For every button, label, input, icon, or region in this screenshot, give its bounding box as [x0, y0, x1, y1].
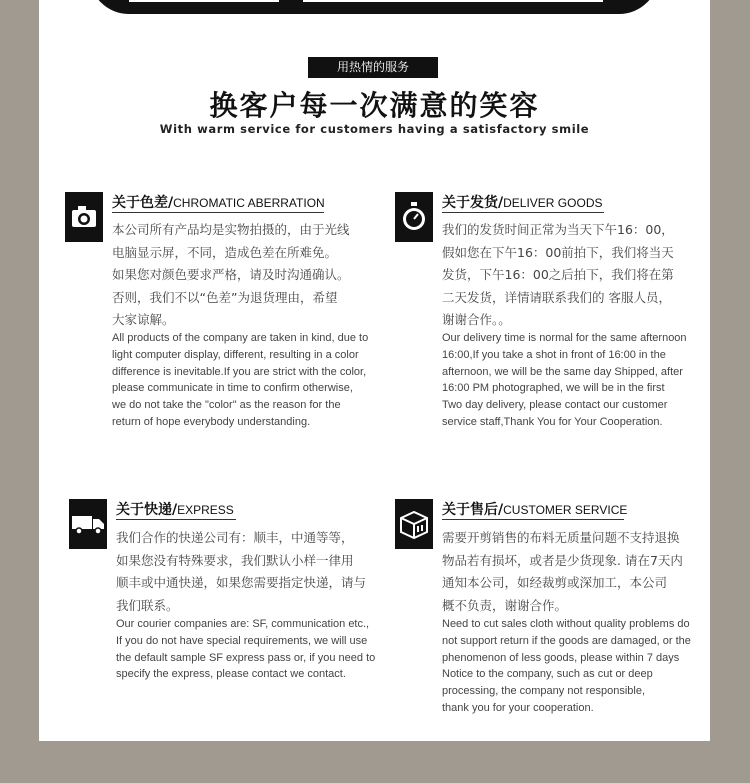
text-line: 16:00 PM photographed, we will be in the first — [442, 382, 665, 395]
text-line: 概不负责，谢谢合作。 — [442, 597, 568, 613]
section-text-en — [112, 330, 368, 431]
top-banner-bar — [89, 0, 659, 14]
section-title — [116, 499, 234, 519]
section-text-en — [442, 616, 691, 717]
text-line: afternoon, we will be the same day Shipped, after — [442, 365, 683, 378]
section-customer-service — [395, 499, 710, 729]
page-headline: 换客户每一次满意的笑容 — [209, 89, 540, 122]
text-line: 发货，下午16：00之后拍下，我们将在第 — [442, 267, 674, 282]
text-line: 我们的发货时间正常为当天下午16：00， — [442, 222, 674, 237]
text-line: Notice to the company, such as cut or deep — [442, 668, 653, 681]
content-panel — [39, 0, 710, 741]
text-line: Our delivery time is normal for the same afternoon — [442, 332, 687, 344]
text-line: 电脑显示屏，不同，造成色差在所难免。 — [112, 244, 338, 260]
text-line: phenomenon of less goods, please within 7 days — [442, 651, 680, 664]
section-text-cn — [116, 527, 366, 617]
section-express — [69, 499, 379, 699]
text-line: If you do not have special requirements, we will use — [116, 634, 368, 647]
text-line: return of hope everybody understanding. — [112, 415, 311, 428]
truck-icon — [69, 499, 107, 549]
section-title-cn: 关于发货/ — [442, 195, 504, 211]
section-title-en: EXPRESS — [177, 503, 234, 517]
text-line: Our courier companies are: SF, communication etc., — [116, 618, 370, 630]
text-line: 如果您对颜色要求严格，请及时沟通确认。 — [112, 267, 350, 282]
text-line: processing, the company not responsible, — [442, 685, 646, 698]
text-line: 假如您在下午16：00前拍下，我们将当天 — [442, 244, 674, 260]
text-line: 如果您没有特殊要求，我们默认小样一律用 — [116, 552, 354, 568]
camera-icon — [65, 192, 103, 242]
text-line: Need to cut sales cloth without quality problems do — [442, 618, 690, 630]
banner-line-left — [129, 0, 279, 2]
section-title-cn: 关于快递/ — [116, 502, 178, 518]
section-deliver-goods — [395, 192, 705, 452]
text-line: 我们合作的快递公司有：顺丰，中通等等， — [116, 530, 354, 545]
stopwatch-icon — [395, 192, 433, 242]
title-underline — [442, 519, 624, 520]
text-line: specify the express, please contact we contact. — [116, 668, 346, 681]
section-text-cn — [112, 219, 350, 332]
text-line: the default sample SF express pass or, if you need to — [116, 651, 376, 664]
section-title — [442, 499, 627, 519]
header-tag: 用热情的服务 — [308, 57, 438, 78]
text-line: 物品若有损坏，或者是少货现象. 请在7天内 — [442, 552, 683, 568]
text-line: 我们联系。 — [116, 597, 179, 613]
text-line: service staff,Thank You for Your Cooperation. — [442, 415, 663, 428]
text-line: difference is inevitable.If you are strict with the color, — [112, 365, 367, 378]
text-line: please communicate in time to confirm otherwise, — [112, 382, 353, 395]
text-line: Two day delivery, please contact our customer — [442, 399, 668, 412]
text-line: 通知本公司，如经裁剪或深加工，本公司 — [442, 575, 668, 590]
section-title-cn: 关于色差/ — [112, 195, 174, 211]
section-chromatic-aberration — [65, 192, 369, 452]
section-text-en — [442, 330, 687, 431]
title-underline — [442, 212, 604, 213]
text-line: light computer display, different, resulting in a color — [112, 348, 359, 361]
section-text-cn — [442, 527, 683, 617]
text-line: 本公司所有产品均是实物拍摄的，由于光线 — [112, 222, 350, 237]
text-line: we do not take the "color" as the reason for the — [112, 399, 341, 412]
section-title — [112, 192, 325, 212]
title-underline — [112, 212, 324, 213]
section-text-cn — [442, 219, 674, 332]
text-line: 16:00,If you take a shot in front of 16:00 in the — [442, 348, 666, 361]
text-line: 需要开剪销售的布料无质量问题不支持退换 — [442, 530, 680, 545]
text-line: thank you for your cooperation. — [442, 701, 594, 714]
section-title — [442, 192, 602, 212]
text-line: 二天发货，详情请联系我们的 客服人员， — [442, 289, 671, 305]
text-line: 大家谅解。 — [112, 312, 175, 327]
section-title-en: CUSTOMER SERVICE — [503, 503, 628, 517]
text-line: not support return if the goods are damaged, or the — [442, 634, 691, 647]
text-line: All products of the company are taken in kind, due to — [112, 332, 369, 344]
section-text-en — [116, 616, 375, 683]
title-underline — [116, 519, 236, 520]
text-line: 顺丰或中通快递，如果您需要指定快递，请与 — [116, 575, 367, 590]
section-title-en: DELIVER GOODS — [503, 196, 603, 210]
text-line: 谢谢合作。。 — [442, 312, 511, 327]
box-icon — [395, 499, 433, 549]
section-title-cn: 关于售后/ — [442, 502, 504, 518]
banner-line-right — [303, 0, 603, 2]
section-title-en: CHROMATIC ABERRATION — [173, 196, 325, 210]
page-subline: With warm service for customers having a satisfactory smile — [159, 122, 590, 136]
text-line: 否则，我们不以“色差”为退货理由，希望 — [112, 289, 338, 305]
